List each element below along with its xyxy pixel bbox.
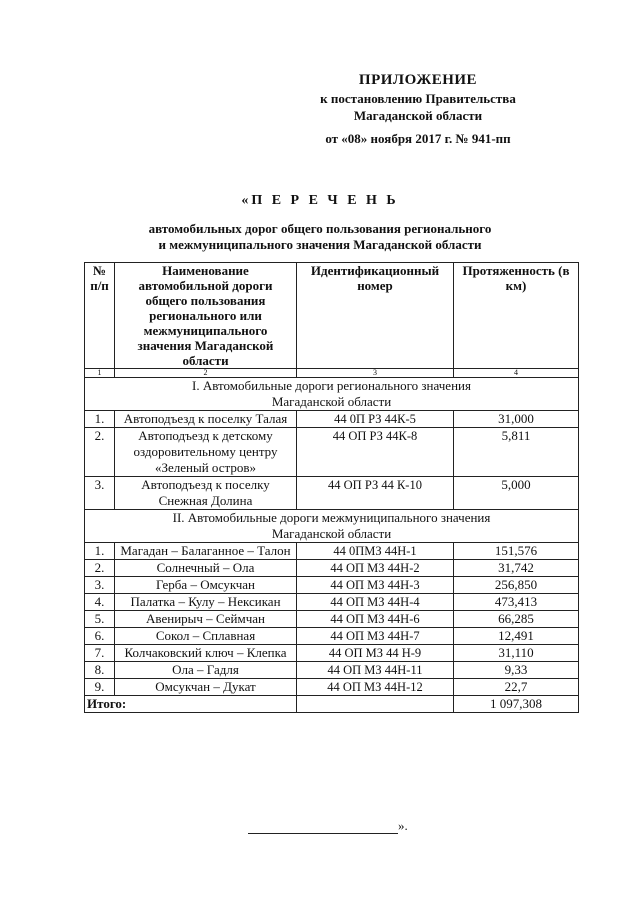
document-title-block: [0, 193, 640, 253]
road-name: Герба – Омсукчан: [115, 577, 297, 594]
road-id: 44 ОП МЗ 44Н-2: [297, 560, 454, 577]
road-name: Ола – Гадля: [115, 662, 297, 679]
section-row: [85, 510, 579, 543]
road-id: 44 ОП МЗ 44 Н-9: [297, 645, 454, 662]
document-subtitle-1: автомобильных дорог общего пользования регионального: [148, 221, 492, 236]
table-row: [85, 411, 579, 428]
appendix-title: ПРИЛОЖЕНИЕ: [358, 72, 478, 88]
col-index: 1: [85, 369, 115, 378]
road-length: 31,000: [454, 411, 579, 428]
row-number: 2.: [85, 560, 115, 577]
col-index: 2: [115, 369, 297, 378]
header-length: Протяженность (в км): [454, 263, 579, 369]
road-length: 66,285: [454, 611, 579, 628]
road-length: 9,33: [454, 662, 579, 679]
road-length: 473,413: [454, 594, 579, 611]
road-length: 151,576: [454, 543, 579, 560]
row-number: 2.: [85, 428, 115, 477]
road-id: 44 ОП МЗ 44Н-6: [297, 611, 454, 628]
document-title: «П Е Р Е Ч Е Н Ь: [241, 193, 399, 208]
road-length: 5,000: [454, 477, 579, 510]
row-number: 6.: [85, 628, 115, 645]
total-label: Итого:: [85, 696, 297, 713]
column-index-row: [85, 369, 579, 378]
road-length: 256,850: [454, 577, 579, 594]
road-name: Солнечный – Ола: [115, 560, 297, 577]
road-name: Палатка – Кулу – Нексикан: [115, 594, 297, 611]
row-number: 3.: [85, 577, 115, 594]
appendix-line-3: от «08» ноября 2017 г. № 941-пп: [325, 131, 511, 146]
road-length: 12,491: [454, 628, 579, 645]
road-length: 5,811: [454, 428, 579, 477]
roads-table: [84, 262, 579, 713]
row-number: 7.: [85, 645, 115, 662]
header-id: Идентификационный номер: [297, 263, 454, 369]
table-row: [85, 577, 579, 594]
road-id: 44 ОП МЗ 44Н-7: [297, 628, 454, 645]
row-number: 9.: [85, 679, 115, 696]
table-header-row: [85, 263, 579, 369]
row-number: 1.: [85, 543, 115, 560]
section-title: I. Автомобильные дороги регионального значения Магаданской области: [85, 378, 579, 411]
row-number: 1.: [85, 411, 115, 428]
signature-underline: [248, 821, 398, 834]
table-row: [85, 628, 579, 645]
table-row: [85, 560, 579, 577]
table-row: [85, 428, 579, 477]
section-title: II. Автомобильные дороги межмуниципального значения Магаданской области: [85, 510, 579, 543]
road-id: 44 ОП МЗ 44Н-4: [297, 594, 454, 611]
col-index: 4: [454, 369, 579, 378]
header-num: № п/п: [85, 263, 115, 369]
road-id: 44 0П РЗ 44К-5: [297, 411, 454, 428]
table-row: [85, 611, 579, 628]
total-empty-cell: [297, 696, 454, 713]
section-row: [85, 378, 579, 411]
road-name: Автоподъезд к поселку Снежная Долина: [115, 477, 297, 510]
row-number: 8.: [85, 662, 115, 679]
road-length: 31,742: [454, 560, 579, 577]
appendix-line-2: Магаданской области: [353, 108, 483, 123]
total-value: 1 097,308: [454, 696, 579, 713]
row-number: 4.: [85, 594, 115, 611]
table-row: [85, 662, 579, 679]
road-id: 44 ОП РЗ 44К-8: [297, 428, 454, 477]
road-name: Авенирыч – Сеймчан: [115, 611, 297, 628]
row-number: 3.: [85, 477, 115, 510]
road-length: 22,7: [454, 679, 579, 696]
header-name: Наименование автомобильной дороги общего пользования регионального или межмуниципального значения Магаданской области: [115, 263, 297, 369]
closing-mark: ».: [398, 818, 408, 833]
road-id: 44 ОП МЗ 44Н-11: [297, 662, 454, 679]
road-id: 44 ОП МЗ 44Н-3: [297, 577, 454, 594]
table-row: [85, 594, 579, 611]
table-body: [85, 369, 579, 713]
appendix-block: [268, 70, 568, 147]
road-name: Автоподъезд к поселку Талая: [115, 411, 297, 428]
road-name: Автоподъезд к детскому оздоровительному центру «Зеленый остров»: [115, 428, 297, 477]
road-name: Омсукчан – Дукат: [115, 679, 297, 696]
closing-signature-line: [248, 818, 408, 834]
road-id: 44 0ПМЗ 44Н-1: [297, 543, 454, 560]
appendix-line-1: к постановлению Правительства: [320, 91, 516, 106]
road-length: 31,110: [454, 645, 579, 662]
road-name: Сокол – Сплавная: [115, 628, 297, 645]
table-row: [85, 679, 579, 696]
document-subtitle-2: и межмуниципального значения Магаданской области: [158, 237, 482, 252]
road-id: 44 ОП РЗ 44 К-10: [297, 477, 454, 510]
table-row: [85, 543, 579, 560]
road-name: Колчаковский ключ – Клепка: [115, 645, 297, 662]
table-row: [85, 477, 579, 510]
row-number: 5.: [85, 611, 115, 628]
total-row: [85, 696, 579, 713]
col-index: 3: [297, 369, 454, 378]
road-name: Магадан – Балаганное – Талон: [115, 543, 297, 560]
road-id: 44 ОП МЗ 44Н-12: [297, 679, 454, 696]
table-row: [85, 645, 579, 662]
